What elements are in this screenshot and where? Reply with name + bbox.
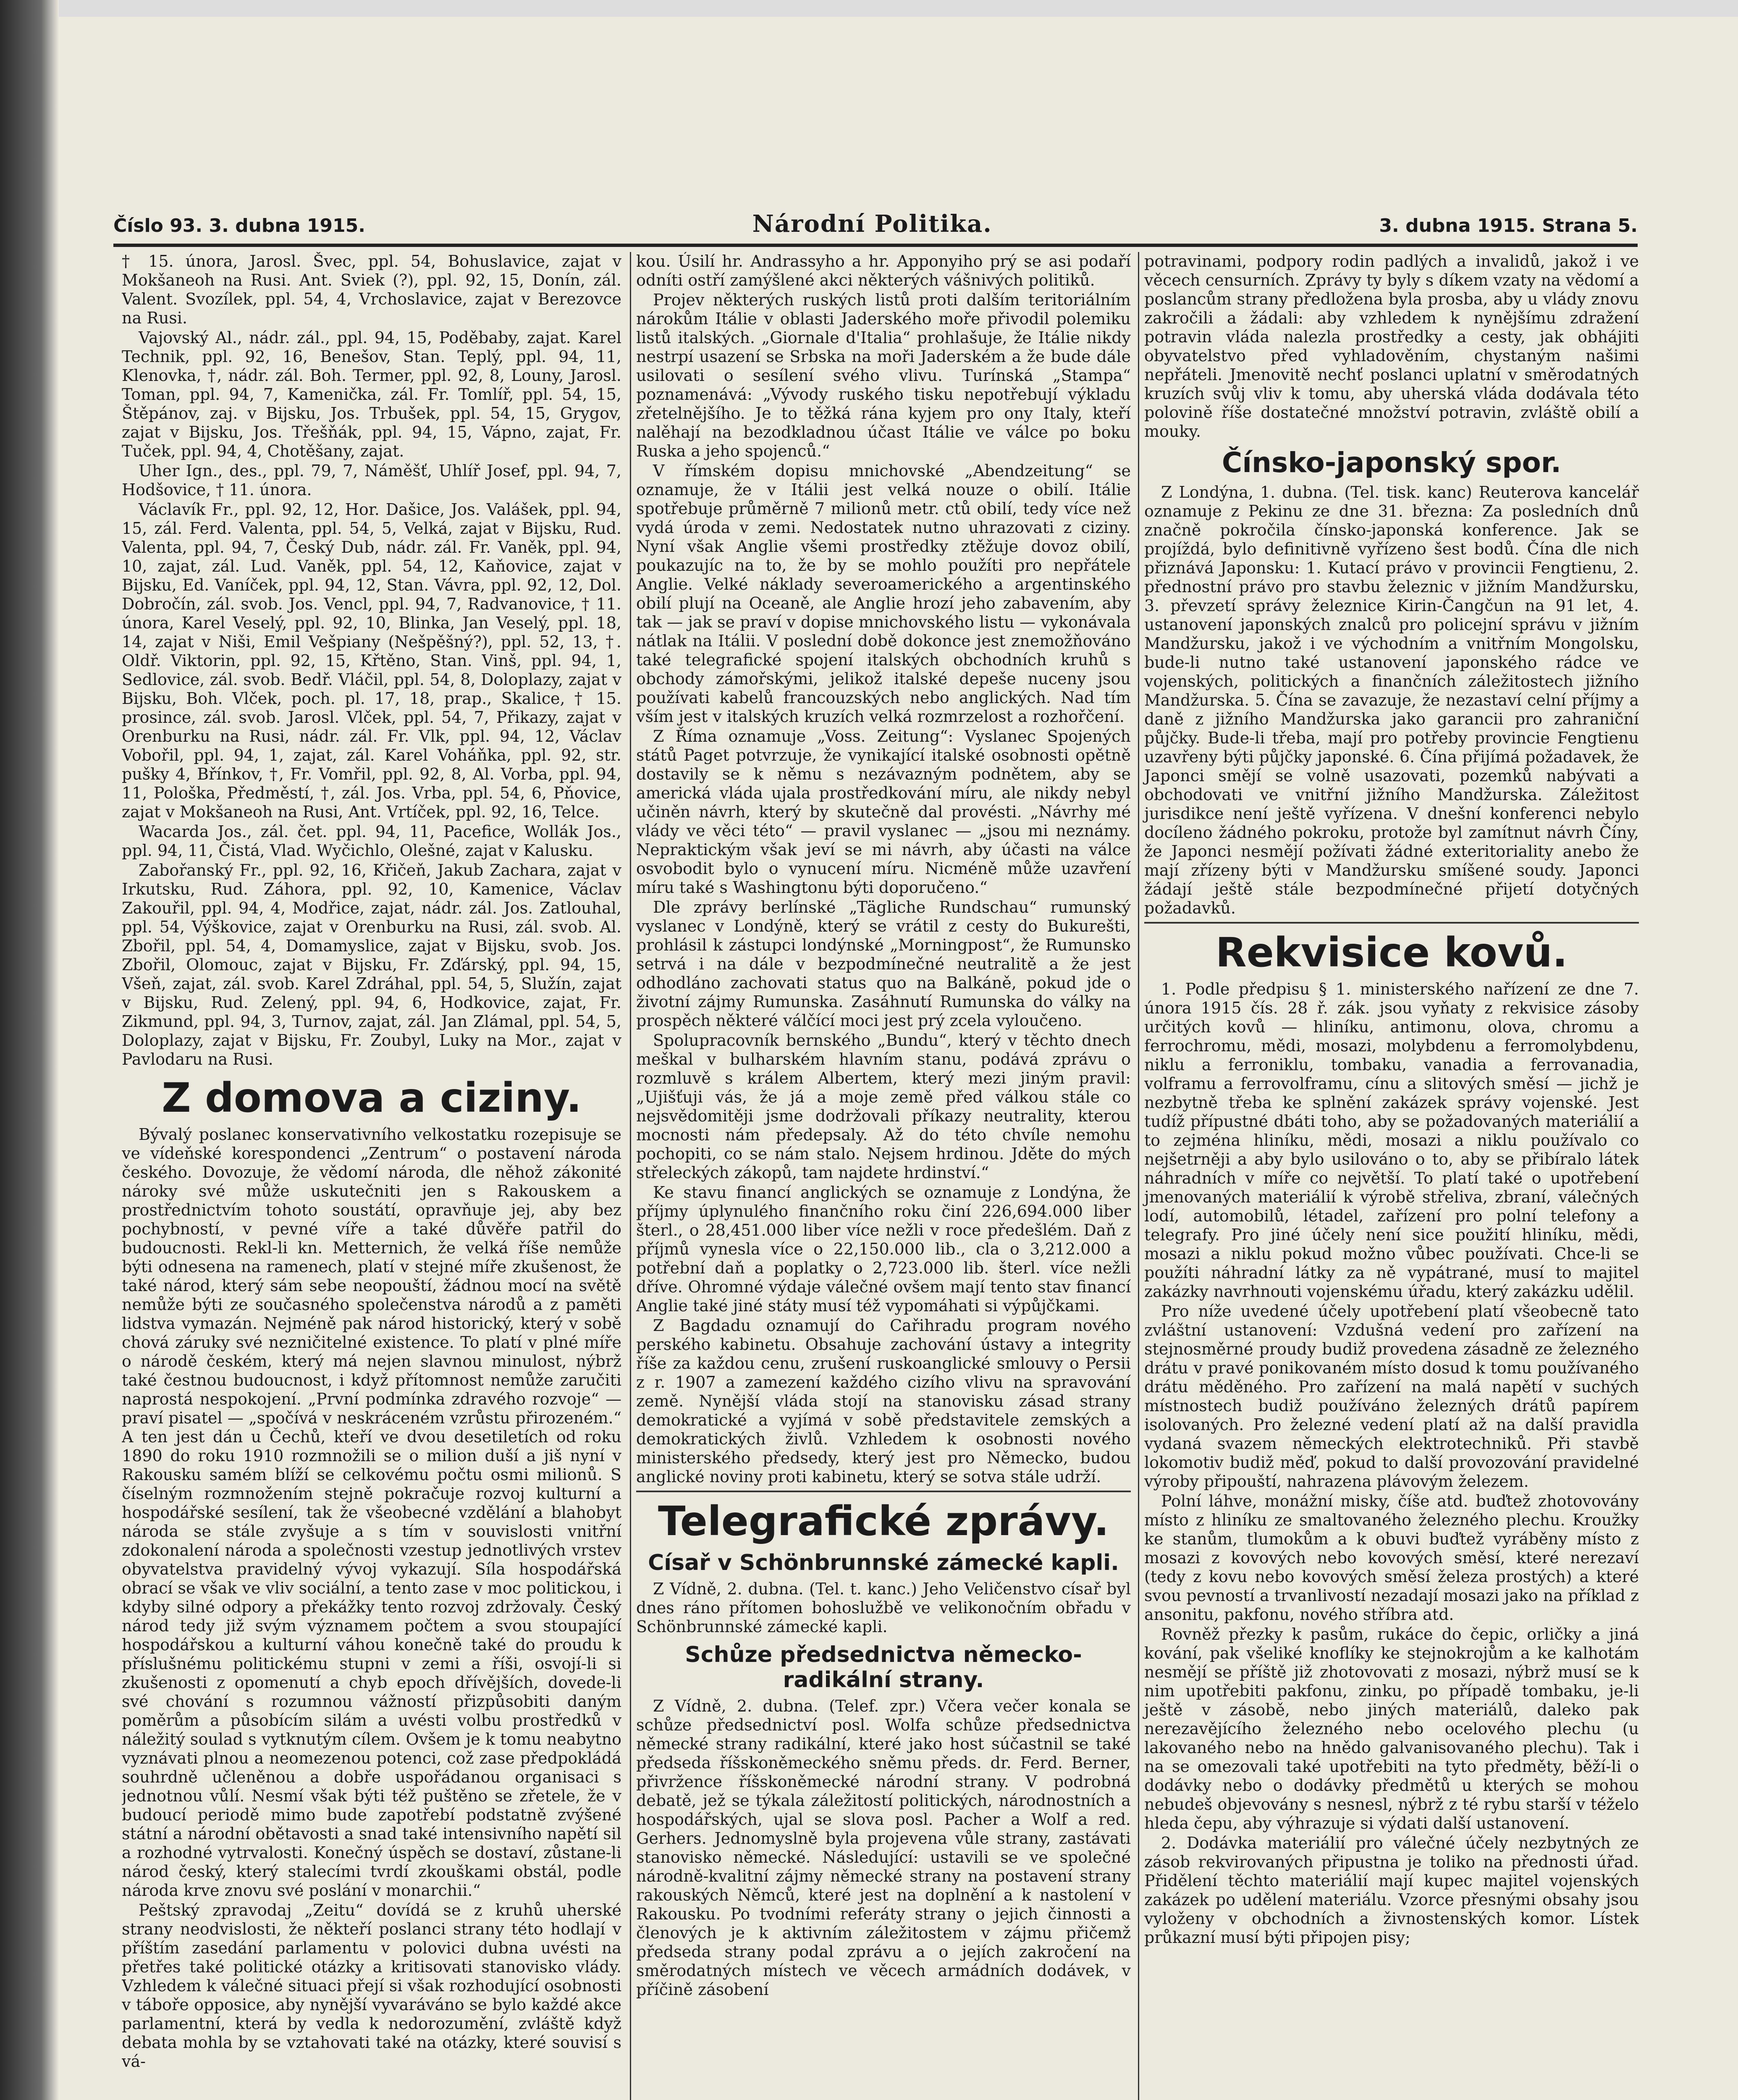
casualty-list-para: Uher Ign., des., ppl. 79, 7, Náměšť, Uhlíř Josef, ppl. 94, 7, Hodšovice, † 11. února.	[122, 462, 621, 499]
article-paragraph: Rovněž přezky k pasům, rukáce do čepic, orličky a jiná kování, pak všeliké knoflíky ke stejnokrojům a ke kalhotám nesmějí se příště již zhotovovati z mosazi, nýbrž musí se k nim upotřebiti pakfonu, zinku, po případě tombaku, je-li ještě v zásobě, nebo jiných materiálů, daleko pak nerezavějícího železného nebo ocelového plechu (u lakovaného nebo na hnědo galvanisovaného plechu). Tak i na se omezovali také upotřebiti na tyto předměty, běží-li o dodávky nebo o dodávky předmětů u kterých se mohou nebudeš objevovány s nesnesl, nýbrž z té rybu starší v téželo hleda čepu, aby výhrazuje si výdati další ustanovení.	[1144, 1625, 1639, 1832]
article-paragraph: Ke stavu financí anglických se oznamuje z Londýna, že příjmy úplynulého finančního roku činí 226,694.000 liber šterl., o 28,451.000 liber více nežli v roce předešlém. Daň z příjmů vynesla více o 22,150.000 lib., cla o 3,212.000 a potřební daň a poplatky o 2,723.000 lib. šterl. více nežli dříve. Ohromné výdaje válečné ovšem mají tento stav financí Anglie také jiné státy musí též vypomáhati si výpůjčkami.	[636, 1183, 1131, 1315]
article-paragraph: 2. Dodávka materiálií pro válečné účely nezbytných ze zásob rekvirovaných připustna je toliko na přednosti úřad. Přidělení těchto materiálií mají kupec majitel vojenských zakázek po udělení materiálu. Vzorce přesnými obsahy jsou vyloženy v obchodních a živnostenských komor. Lístek průkazní musí býti připojen pisy;	[1144, 1834, 1639, 1947]
article-paragraph: potravinami, podpory rodin padlých a invalidů, jakož i ve věcech censurních. Zprávy ty byly s díkem vzaty na vědomí a poslancům strany předložena byla prosba, aby u vlády znovu zakročili a žádali: aby vzhledem k nynějšímu zdražení potravin vláda nalezla prostředky a cesty, jak obhájiti obyvatelstvo před vyhladověním, chystaným našimi nepřáteli. Jmenovitě nechť poslanci uplatní v směrodatných kruzích svůj vliv k tomu, aby uherská vláda dodávala této polovině říše dostatečné množství potravin, zvláště obilí a mouky.	[1144, 252, 1639, 441]
section-divider	[636, 1491, 1131, 1492]
binding-shadow	[0, 0, 59, 2100]
casualty-list-para: † 15. února, Jarosl. Švec, ppl. 54, Bohuslavice, zajat v Mokšaneoh na Rusi. Ant. Sviek (?), ppl. 92, 15, Donín, zál. Valent. Svozílek, ppl. 54, 4, Vrchoslavice, zajat v Berezovce na Rusi.	[122, 252, 621, 327]
article-paragraph: Z Londýna, 1. dubna. (Tel. tisk. kanc) Reuterova kancelář oznamuje z Pekinu ze dne 31. března: Za posledních dnů značně pokročila čínsko-japonská konference. Jak se projíždá, bylo definitivně vyřízeno šest bodů. Čína dle nich přiznává Japonsku: 1. Kutací právo v provincii Fengtienu, 2. přednostní právo pro stavbu železnic v jižním Mandžursku, 3. převzetí správy železnice Kirin-Čangčun na 91 let, 4. ustanovení japonských znalců pro policejní správu v jižním Mandžursku, jakož i ve východním a vnitřním Mongolsku, bude-li nutno také ustanovení japonského rádce ve vojenských, politických a finančních záležitostech jižního Mandžurska. 5. Čína se zavazuje, že nezastaví celní příjmy a daně z jižního Mandžurska jako garancii pro zahraniční půjčky. Bude-li třeba, mají pro potřeby provincie Fengtienu uzavřeny býti půjčky japonské. 6. Čína přijímá požadavek, že Japonci smějí se volně usazovati, pozemků nabývati a obchodovati ve vnitřní jižního Mandžurska. Záležitost jurisdikce není ještě vyřízena. V dnešní konferenci nebylo docíleno žádného pokroku, protože byl zamítnut návrh Číny, že Japonci nesmějí požívati žádné exteritoriality anebo že mají zřízeny býti v Mandžursku smíšené soudy. Japonci žádají ještě stále bezpodmínečné přijetí dotyčných požadavků.	[1144, 483, 1639, 917]
section-heading: Rekvisice kovů.	[1215, 929, 1568, 976]
casualty-list-para: Wacarda Jos., zál. čet. ppl. 94, 11, Pacefice, Wollák Jos., ppl. 94, 11, Čistá, Vlad. Wyčichlo, Olešné, zajat v Kalusku.	[122, 822, 621, 860]
article-paragraph: Z Vídně, 2. dubna. (Telef. zpr.) Včera večer konala se schůze předsednictví posl. Wolfa schůze předsednictva německé strany radikální, které jako host súčastnil se také předseda říšskoněmeckého sněmu předs. dr. Ferd. Berner, přivržence říšskoněmecké národní strany. V podrobná debatě, jež se týkala záležitostí politických, národnostních a hospodářských, ujal se slova posl. Pacher a Wolf a red. Gerhers. Jednomyslně byla projevena vůle strany, zastávati stanovisko německé. Následující: ustavili se ve společné národně-kvalitní zájmy německé strany na postavení strany rakouských Němců, které jest na doplnění a k nastolení v Rakousku. Po tvodními referáty strany o jejich činnosti a členových je k aktivním záležitostem v zájmu přičemž předseda strany podal zprávu a o jejích zakročení na směrodatných místech ve věcech armádních dodávek, v příčině zásobení	[636, 1697, 1131, 1999]
article-paragraph: V římském dopisu mnichovské „Abendzeitung“ se oznamuje, že v Itálii jest velká nouze o obilí. Itálie spotřebuje průměrně 7 milionů metr. ctů obilí, tedy více než vydá úroda v zemi. Nedostatek nutno uhrazovati z ciziny. Nyní však Anglie všemi prostředky ztěžuje dovoz obilí, poukazujíc na to, že by se mohlo použíti pro nepřátele Anglie. Velké náklady severoamerického a argentinského obilí plují na Oceaně, ale Anglie hrozí jeho zabavením, aby tak — jak se praví v dopise mnichovského listu — vykonávala nátlak na Itálii. V poslední době dokonce jest znemožňováno také telegrafické spojení italských obchodních kruhů s obchody zámořskými, jelikož italské depeše nuceny jsou používati kabelů francouzských nebo anglických. Nad tím vším jest v italských kruzích velká rozmrzelost a rozhořčení.	[636, 462, 1131, 726]
article-paragraph: Projev některých ruských listů proti dalším teritoriálním nárokům Itálie v oblasti Jaderského moře přivodil polemiku listů italských. „Giornale d'Italia“ prohlašuje, že Itálie nikdy nestrpí usazení se Srbska na moři Jaderském a že bude dále usilovati o sesílení svého vlivu. Turínská „Stampa“ poznamenává: „Vývody ruského tisku nepotřebují výkladu zřetelnějšího. Je to těžká rána kyjem pro ony Italy, kteří nalěhají na bezodkladnou účast Itálie ve válce po boku Ruska a jeho spojenců.“	[636, 291, 1131, 460]
section-heading: Telegrafické zprávy.	[658, 1498, 1109, 1545]
section-heading: Z domova a ciziny.	[162, 1074, 582, 1121]
article-paragraph: Pro níže uvedené účely upotřebení platí všeobecně tato zvláštní ustanovení: Vzdušná vedení pro zařízení na stejnosměrné proudy budiž provedena zásadně ze železného drátu v pravé ponikovaném místo dosud k tomu používaného drátu měděného. Pro zařízení na malá napětí v suchých místnostech budiž používáno železných drátů papírem isolovaných. Pro železné vedení platí až na další pravidla vydaná svazem německých elektrotechniků. Při stavbě lokomotiv budiž měď, pokud to další provozování pravidelné výroby připouští, nahrazena plávovým železem.	[1144, 1302, 1639, 1491]
header-title: Národní Politika.	[752, 210, 992, 238]
casualty-list-para: Václavík Fr., ppl. 92, 12, Hor. Dašice, Jos. Valášek, ppl. 94, 15, zál. Ferd. Valenta, ppl. 54, 5, Velká, zajat v Bijsku, Rud. Valenta, ppl. 94, 7, Český Dub, nádr. zál. Fr. Vaněk, ppl. 94, 10, zajat, zál. Lud. Vaněk, ppl. 54, 12, Kaňovice, zajat v Bijsku, Ed. Vaníček, ppl. 94, 12, Stan. Vávra, ppl. 92, 12, Dol. Dobročín, zál. svob. Jos. Vencl, ppl. 94, 7, Radvanovice, † 11. února, Karel Veselý, ppl. 92, 10, Blinka, Jan Veselý, ppl. 18, 14, zajat v Niši, Emil Vešpiany (Nešpěšný?), ppl. 52, 13, †. Oldř. Viktorin, ppl. 92, 15, Křtěno, Stan. Vinš, ppl. 94, 1, Sedlovice, zál. svob. Bedř. Vláčil, ppl. 54, 8, Doloplazy, zajat v Bijsku, Boh. Vlček, poch. pl. 17, 18, prap., Skalice, † 15. prosince, zál. svob. Jarosl. Vlček, ppl. 54, 7, Přikazy, zajat v Orenburku na Rusi, nádr. zál. Fr. Vlk, ppl. 94, 12, Václav Vobořil, ppl. 94, 1, zajat, zál. Karel Voháňka, ppl. 92, str. pušky 4, Břínkov, †, Fr. Vomřil, ppl. 92, 8, Al. Vorba, ppl. 94, 11, Pološka, Předměstí, †, zál. Jos. Vrba, ppl. 54, 6, Pňovice, zajat v Mokšaneoh na Rusi, Ant. Vrtíček, ppl. 92, 16, Telce.	[122, 500, 621, 821]
header-issue: Číslo 93. 3. dubna 1915.	[113, 215, 365, 236]
subheading: Schůze předsednictva německo-radikální strany.	[685, 1642, 1082, 1693]
header-rule	[113, 244, 1638, 247]
column-1	[122, 252, 621, 2100]
page-top-edge	[0, 0, 1738, 17]
column-2	[630, 252, 1131, 2100]
article-paragraph: Z Bagdadu oznamují do Cařihradu program nového perského kabinetu. Obsahuje zachování ústavy a integrity říše za každou cenu, zrušení ruskoanglické smlouvy o Persii z r. 1907 a zamezení každého cizího vlivu na spravování země. Nynější vláda stojí na stanovisku zásad strany demokratické a vyjímá v sobě představitele zemských a demokratických živlů. Vzhledem k osobnosti nového ministerského předsedy, který jest pro Německo, budou anglické noviny proti kabinetu, který se sotva stále udrží.	[636, 1316, 1131, 1486]
article-paragraph: Z Vídně, 2. dubna. (Tel. t. kanc.) Jeho Veličenstvo císař byl dnes ráno přítomen bohoslužbě ve velikonočním obřadu v Schönbrunnské zámecké kapli.	[636, 1580, 1131, 1636]
section-divider	[1144, 922, 1639, 924]
column-3	[1138, 252, 1639, 2100]
article-paragraph: Spolupracovník bernského „Bundu“, který v těchto dnech meškal v bulharském hlavním stanu, podává zprávu o rozmluvě s králem Albertem, který mezi jiným pravil: „Ujišťuji vás, že já a moje země před válkou stále co nejsvědomitěji jsme dodržovali příkazy neutrality, kterou mocnosti nám předepsaly. Až do této chvíle nemohu pochopiti, co se nám stalo. Nejsem hrdinou. Jděte do mých střeleckých zákopů, tam najdete hrdinství.“	[636, 1031, 1131, 1182]
article-paragraph: Z Říma oznamuje „Voss. Zeitung“: Vyslanec Spojených států Paget potvrzuje, že vynikající italské osobnosti opětně dostavily se k němu s nezávazným podnětem, aby se americká vláda ujala prostředkování míru, ale nikdy nebyl učiněn návrh, který by skutečně dal provésti. „Návrhy mé vlády ve věci této“ — pravil vyslanec — „jsou mi neznámy. Nepraktickým však jeví se mi návrh, aby účasti na válce osvobodit bylo o vynucení míru. Nicméně může uzavření míru také s Washingtonu býti doporučeno.“	[636, 727, 1131, 897]
subheading: Císař v Schönbrunnské zámecké kapli.	[648, 1550, 1119, 1575]
article-paragraph: 1. Podle předpisu § 1. ministerského nařízení ze dne 7. února 1915 čís. 28 ř. zák. jsou vyňaty z rekvisice zásoby určitých kovů — hliníku, antimonu, olova, chromu a ferrochromu, mědi, mosazi, molybdenu a ferromolybdenu, niklu a ferroniklu, tombaku, vanadia a ferrovanadia, volframu a ferrovolframu, cínu a slitových směsí — jichž je nezbytně třeba ke splnění zakázek správy vojenské. Jest tudíž přípustné dbáti toho, aby se požadovaných materiálií a to zejména hliníku, mědi, mosazi a niklu používalo co nejšetrněji a aby bylo usilováno o to, aby se přibíralo látek náhradních v míře co největší. To platí také o upotřebení jmenovaných materiálií k výrobě střeliva, zbraní, válečných lodí, automobilů, létadel, zařízení pro polní telefony a telegrafy. Pro jiné účely není sice použití hliníku, mědi, mosazi a niklu pokud možno vůbec používati. Chce-li se použíti náhradní látky za ně vypátrané, musí to majitel zakázky navrhnouti vojenskému úřadu, který zakázku udělil.	[1144, 980, 1639, 1301]
article-paragraph: Dle zprávy berlínské „Tägliche Rundschau“ rumunský vyslanec v Londýně, který se vrátil z cesty do Bukurešti, prohlásil k zástupci londýnské „Morningpost“, že Rumunsko setrvá i na dále v bezpodmínečné neutralitě a že jest odhodláno zachovati status quo na Balkáně, pokud jde o životní zájmy Rumunska. Zasáhnutí Rumunska do války na prospěch některé válčící moci jest prý zcela vyloučeno.	[636, 898, 1131, 1030]
article-paragraph: Peštský zpravodaj „Zeitu“ dovídá se z kruhů uherské strany neodvislosti, že někteří poslanci strany této hodlají v příštím zasedání parlamentu v polovici dubna uvésti na přetřes také politické otázky a kritisovati stanovisko vlády. Vzhledem k válečné situaci přejí si však rozhodující osobnosti v táboře opposice, aby nynější vyvaráváno se bylo každé akce parlamentní, která by vedla k nedorozumění, zvláště když debata mohla by se vztahovati také na otázky, které souvisí s vá-	[122, 1901, 621, 2071]
casualty-list-para: Vajovský Al., nádr. zál., ppl. 94, 15, Poděbaby, zajat. Karel Technik, ppl. 92, 16, Benešov, Stan. Teplý, ppl. 94, 11, Klenovka, †, nádr. zál. Boh. Termer, ppl. 92, 8, Louny, Jarosl. Toman, ppl. 94, 7, Kamenička, zál. Fr. Tomlíř, ppl. 54, 15, Štěpánov, zaj. v Bijsku, Jos. Trbušek, ppl. 54, 15, Grygov, zajat v Bijsku, Jos. Třešňák, ppl. 94, 15, Vápno, zajat, Fr. Tuček, ppl. 94, 4, Chotěšany, zajat.	[122, 328, 621, 460]
header-page: 3. dubna 1915. Strana 5.	[1379, 215, 1638, 236]
casualty-list-para: Zabořanský Fr., ppl. 92, 16, Křičeň, Jakub Zachara, zajat v Irkutsku, Rud. Záhora, ppl. 92, 10, Kamenice, Václav Zakouřil, ppl. 94, 4, Modřice, zajat, nádr. zál. Jos. Zatlouhal, ppl. 54, Výškovice, zajat v Orenburku na Rusi, zál. svob. Al. Zbořil, ppl. 54, 4, Domamyslice, zajat v Bijsku, svob. Jos. Zbořil, Olomouc, zajat v Bijsku, Fr. Zďárský, ppl. 94, 15, Všeň, zajat, zál. svob. Karel Zdráhal, ppl. 54, 5, Služín, zajat v Bijsku, Rud. Zelený, ppl. 94, 6, Hodkovice, zajat, Fr. Zikmund, ppl. 94, 3, Turnov, zajat, zál. Jan Zlámal, ppl. 54, 5, Doloplazy, zajat v Bijsku, Fr. Zoubyl, Luky na Mor., zajat v Pavlodaru na Rusi.	[122, 861, 621, 1068]
article-paragraph: Polní láhve, monážní misky, číše atd. buďtež zhotovovány místo z hliníku ze smaltovaného železného plechu. Kroužky ke stanům, tlumokům a k obuvi buďtež vyráběny místo z mosazi z kovových nebo kovových směsí, které nerezaví (tedy z kovu nebo kovových směsí železa prostých) a které svou pevností a trvanlivostí nezadají mosazi jako na příklad z ansonitu, pakfonu, nového stříbra atd.	[1144, 1492, 1639, 1624]
article-paragraph: kou. Úsilí hr. Andrassyho a hr. Apponyiho prý se asi podaří odníti ostří zamýšlené akci některých vášnivých politiků.	[636, 252, 1131, 289]
section-heading: Čínsko-japonský spor.	[1222, 446, 1562, 479]
article-paragraph: Bývalý poslanec konservativního velkostatku rozepisuje se ve vídeňské korespondenci „Zentrum“ o postavení národa českého. Dovozuje, že vědomí národa, dle něhož zákonité nároky své může uskutečniti jen s Rakouskem a prostřednictvím tohoto soustátí, opravňuje jej, aby bez pochybností, v pevné víře a také důvěře patřil do budoucnosti. Rekl-li kn. Metternich, že velká říše nemůže býti odnesena na ramenech, platí v stejné míře zkušenost, že také národ, který sám sebe neopouští, žádnou mocí na světě nemůže býti ze současného společenstva národů a z paměti lidstva vymazán. Nejméně pak národ historický, který v sobě chová záruky své nezničitelné existence. To platí v plné míře o národě českém, který má nejen slavnou minulost, nýbrž také čestnou budoucnost, i když přítomnost nemůže zaručiti naprostá nespokojení. „První podmínka zdravého rozvoje“ — praví pisatel — „spočívá v neskráceném vzrůstu přirozeném.“ A ten jest dán u Čechů, kteří ve dvou desetiletích od roku 1890 do roku 1910 rozmnožili se o milion duší a jiš nyní v Rakousku samém blíží se celkovému počtu osmi milionů. S číselným rozmnožením stejně pokračuje rozvoj kulturní a hospodářské sesílení, tak že všeobecné vzdělání a blahobyt národa se stále zvyšuje a s tím v souvislosti vnitřní zdokonalení národa a společnosti vzestup jednotlivých vrstev obyvatelstva pravidelný vývoj vykazují. Síla hospodářská obrací se však ve vliv sociální, a tento zase v moc politickou, i kdyby silné odpory a překážky tento rozvoj zdržovaly. Český národ tedy již svým významem počtem a svou stoupající hospodářskou a kulturní váhou konečně také do proudu k příslušnému politickému stupni v zemi a říši, osvojí-li si zkušenosti z opomenutí a chyb epoch dřívějších, dovede-li své chování s rozumnou vážností přizpůsobiti daným poměrům a působícím silám a uvésti volbu prostředků v náležitý soulad s vytknutým cílem. Ovšem je k tomu neabytno vyznávati plnou a neomezenou potenci, což zase předpokládá souhrdně učleněnou a dobře uspořádanou organisaci s jednotnou vůlí. Nesmí však býti též puštěno se zřetele, že v budoucí periodě mimo bude zapotřebí podstatně zvýšené státní a národní obětavosti a snad také intensivního napětí sil a rozhodné vytrvalosti. Konečný úspěch se dostaví, zůstane-li národ český, který stalecími tvrdí zkouškami obstál, podle národa krve znovu své poslání v monarchii.“	[122, 1125, 621, 1900]
page-header	[113, 210, 1638, 244]
